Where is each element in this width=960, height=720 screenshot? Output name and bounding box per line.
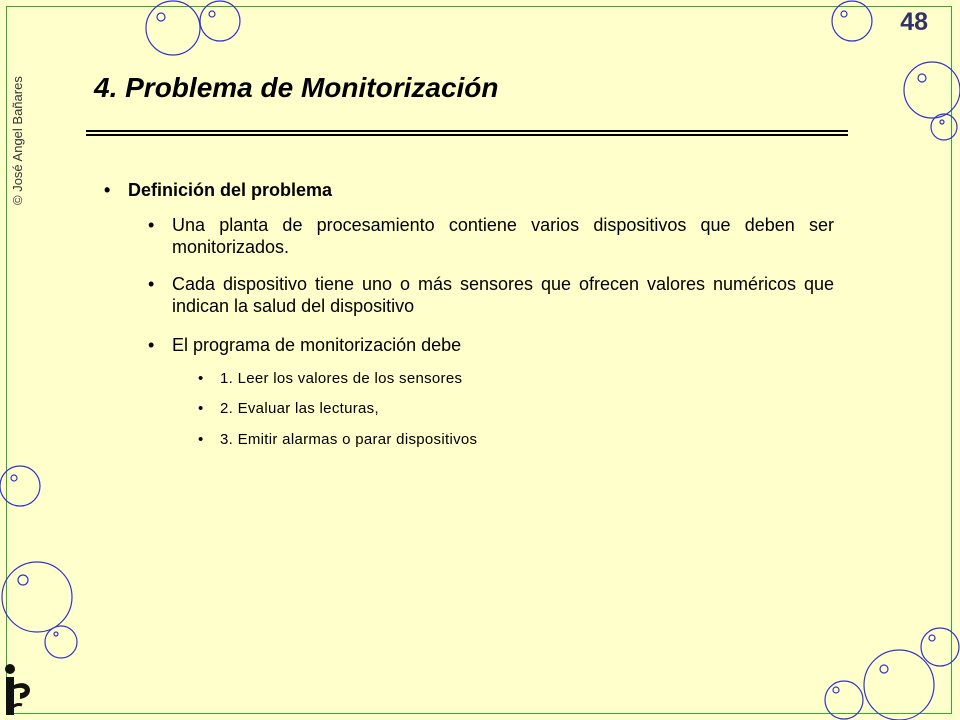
list-item	[148, 214, 834, 258]
bullet-marker: •	[148, 274, 155, 294]
copyright-note: © José Angel Bañares	[10, 76, 25, 205]
bullet-marker: •	[104, 180, 111, 200]
logo-icon	[2, 663, 38, 717]
sub-list-item-text: 2. Evaluar las lecturas,	[220, 400, 379, 417]
bullet-marker: •	[148, 215, 155, 235]
list-item	[148, 273, 834, 317]
bullet-marker: •	[198, 400, 204, 417]
list-item	[148, 334, 834, 356]
page-number: 48	[900, 8, 928, 36]
bullet-marker: •	[148, 335, 155, 355]
definition-heading: Definición del problema	[128, 180, 333, 200]
sub-list-item-text: 3. Emitir alarmas o parar dispositivos	[220, 431, 478, 448]
bullet-marker: •	[198, 431, 204, 448]
slide-title: 4. Problema de Monitorización	[94, 72, 499, 103]
bullet-marker: •	[198, 370, 204, 387]
list-item-text: Cada dispositivo tiene uno o más sensores que ofrecen valores numéricos que indican la salud del dispositivo	[172, 274, 834, 316]
list-item-text: Una planta de procesamiento contiene varios dispositivos que deben ser monitorizados.	[172, 215, 834, 257]
sub-list-item-text: 1. Leer los valores de los sensores	[220, 370, 463, 387]
list-item-text: El programa de monitorización debe	[172, 335, 462, 355]
title-underline	[86, 130, 848, 136]
